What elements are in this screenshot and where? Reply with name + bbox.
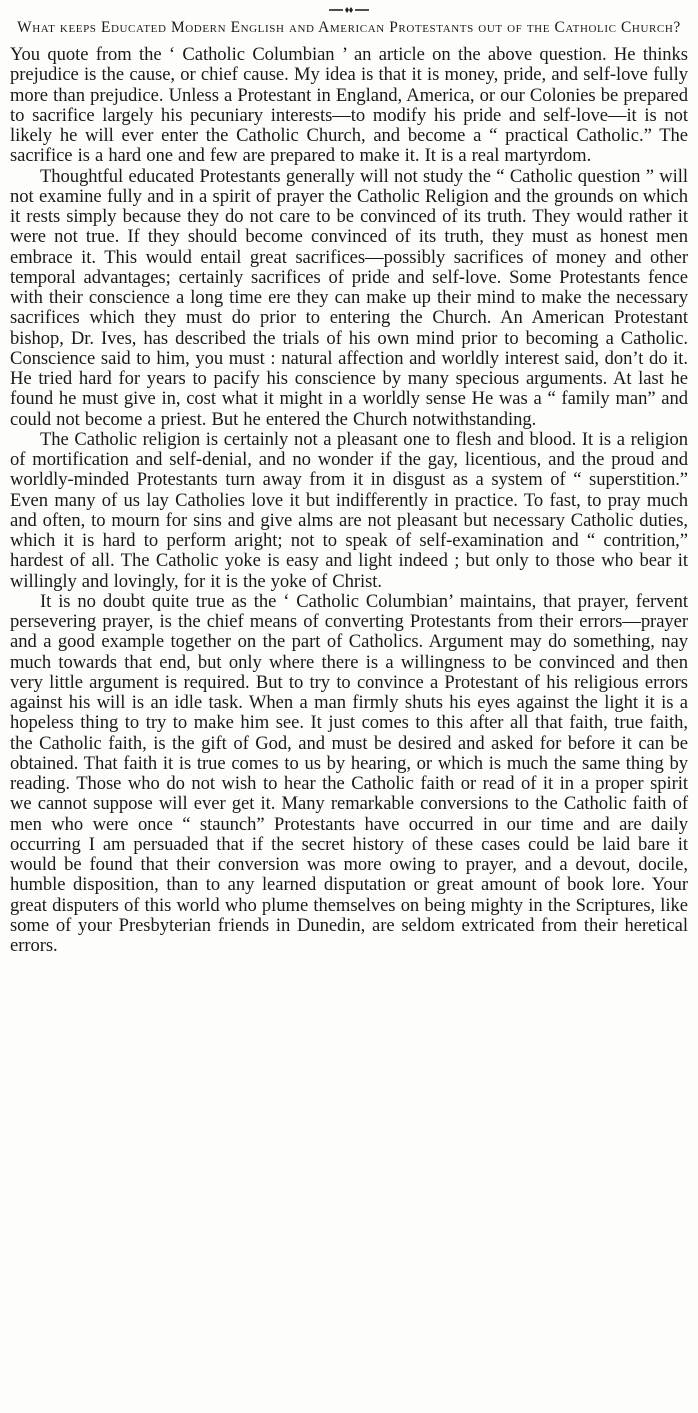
rule-ornament-icon xyxy=(329,5,369,15)
article-paragraph-1: You quote from the ‘ Catholic Columbian ’ an article on the above question. He thinks prejudice is the cause, or chief cause. My idea is that it is money, pride, and self-love fully more than prejudice. Unless a Protestant in England, America, or our Colonies be prepared to sacrifice largely his pecuniary interests—to modify his pride and self-love—it is not likely he will ever enter the Catholic Church, and become a “ practical Catholic.” The sacrifice is a hard one and few are prepared to make it. It is a real martyrdom. xyxy=(10,44,688,167)
section-divider-ornament xyxy=(10,4,688,16)
article-paragraph-2: Thoughtful educated Protestants generally will not study the “ Catholic question ” will not examine fully and in a spirit of prayer the Catholic Religion and the grounds on which it rests simply because they do not care to be convinced of its truth. They would rather it were not true. If they should become convinced of its truth, they must as honest men embrace it. This would entail great sacrifices—possibly sacrifices of money and other temporal advantages; certainly sacrifices of pride and self-love. Some Protestants fence with their conscience a long time ere they can make up their mind to make the necessary sacrifices which they must do prior to entering the Church. An American Protestant bishop, Dr. Ives, has described the trials of his own mind prior to becoming a Catholic. Conscience said to him, you must : natural affection and worldly interest said, don’t do it. He tried hard for years to pacify his conscience by many specious arguments. At last he found he must give in, cost what it might in a worldly sense He was a “ family man” and could not become a priest. But he entered the Church notwithstanding. xyxy=(10,165,688,430)
article-paragraph-4: It is no doubt quite true as the ‘ Catholic Columbian’ maintains, that prayer, fervent persevering prayer, is the chief means of converting Protestants from their errors—prayer and a good example together on the part of Catholics. Argument may do something, nay much towards that end, but only where there is a willingness to be convinced and then very little argument is required. But to try to convince a Protestant of his religious errors against his will is an idle task. When a man firmly shuts his eyes against the light it is a hopeless thing to try to make him see. It just comes to this after all that faith, true faith, the Catholic faith, is the gift of God, and must be desired and asked for before it can be obtained. That faith it is true comes to us by hearing, or which is much the same thing by reading. Those who do not wish to hear the Catholic faith or read of it in a proper spirit we cannot suppose will ever get it. Many remarkable conversions to the Catholic faith of men who were once “ staunch” Protestants have occurred in our time and are daily occurring I am persuaded that if the secret history of these cases could be laid bare it would be found that their conversion was more owing to prayer, and a devout, docile, humble disposition, than to any learned disputation or great amount of book lore. Your great disputers of this world who plume themselves on being mighty in the Scriptures, like some of your Presbyterian friends in Dunedin, are seldom extricated from their heretical errors. xyxy=(10,590,688,956)
article-paragraph-3: The Catholic religion is certainly not a pleasant one to flesh and blood. It is a religion of mortification and self-denial, and no wonder if the gay, licentious, and the proud and worldly-minded Protestants turn away from it in disgust as a system of “ superstition.” Even many of us lay Catholies love it but indifferently in practice. To fast, to pray much and often, to mourn for sins and give alms are not pleasant but necessary Catholic duties, which it is hard to perform aright; not to speak of self-examination and “ contrition,” hardest of all. The Catholic yoke is easy and light indeed ; but only to those who bear it willingly and lovingly, for it is the yoke of Christ. xyxy=(10,428,688,592)
article-body xyxy=(10,45,688,956)
article-headline: What keeps Educated Modern English and American Protestants out of the Catholic Church? xyxy=(17,19,681,36)
